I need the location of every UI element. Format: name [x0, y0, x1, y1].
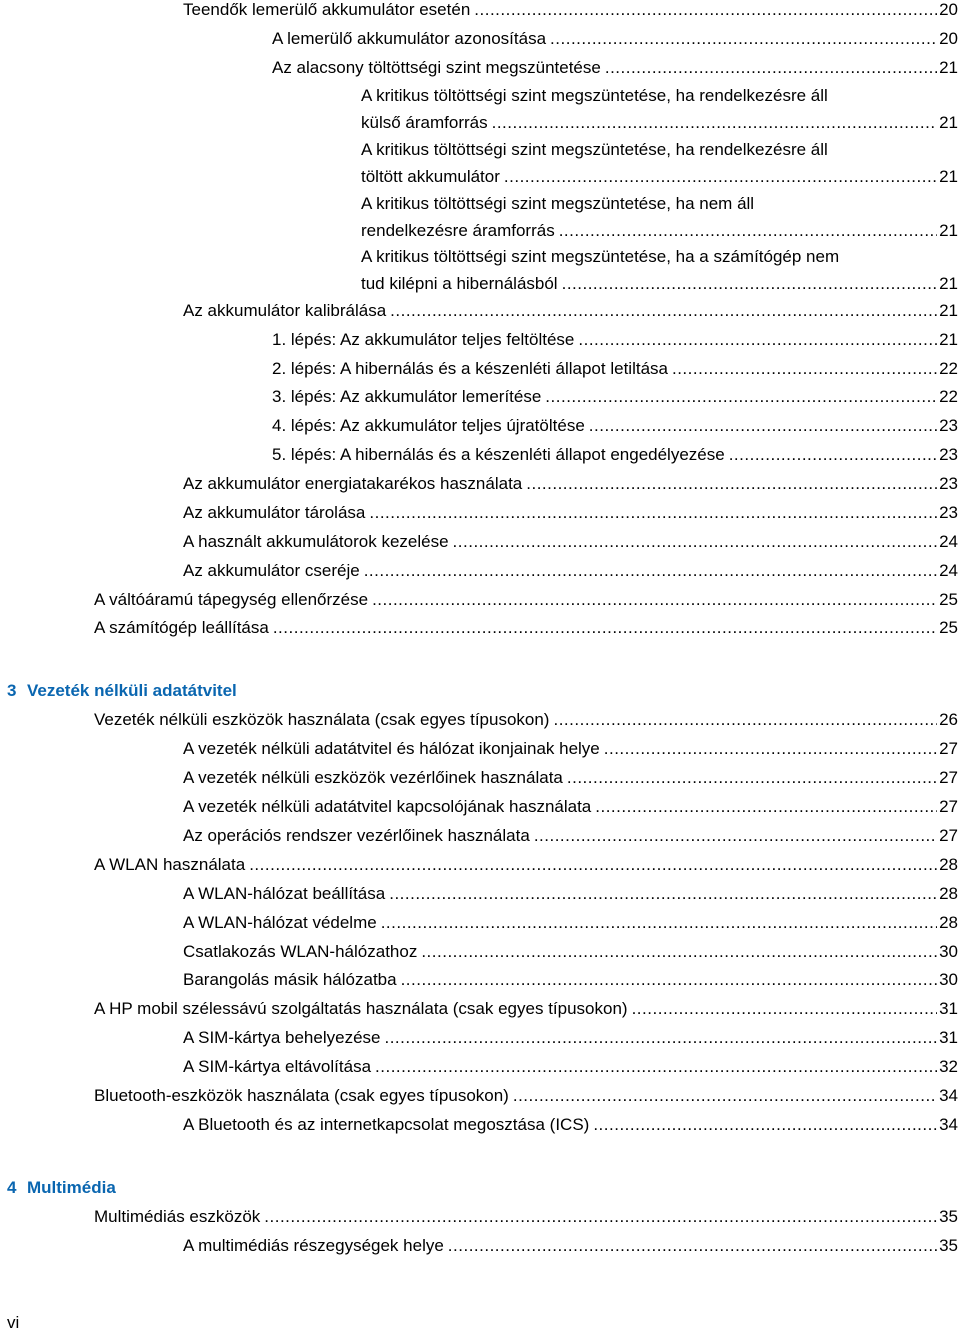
dot-leader — [589, 415, 937, 437]
dot-leader — [526, 473, 937, 495]
toc-entry-title-line: A kritikus töltöttségi szint megszüntetése, ha rendelkezésre áll — [361, 86, 828, 105]
toc-entry-title: A SIM-kártya eltávolítása — [183, 1057, 372, 1076]
toc-page-number: 24 — [939, 561, 958, 580]
toc-page-number: 27 — [939, 797, 958, 816]
dot-leader — [381, 912, 937, 934]
toc-entry[interactable] — [183, 969, 960, 991]
dot-leader — [453, 531, 938, 553]
toc-entry-title: rendelkezésre áramforrás — [361, 221, 555, 240]
toc-entry[interactable] — [183, 1056, 960, 1078]
toc-page-number: 21 — [939, 113, 958, 132]
toc-entry[interactable] — [94, 998, 960, 1020]
toc-page-number: 31 — [939, 999, 958, 1018]
toc-entry-title-line: A kritikus töltöttségi szint megszüntetése, ha rendelkezésre áll — [361, 140, 828, 159]
toc-page-number: 22 — [939, 359, 958, 378]
dot-leader — [249, 854, 937, 876]
toc-entry[interactable] — [361, 246, 960, 295]
toc-page-number: 24 — [939, 532, 958, 551]
dot-leader — [504, 166, 937, 188]
toc-entry[interactable] — [94, 709, 960, 731]
dot-leader — [513, 1085, 937, 1107]
dot-leader — [578, 329, 937, 351]
toc-entry[interactable] — [183, 825, 960, 847]
toc-entry-title: A használt akkumulátorok kezelése — [183, 532, 449, 551]
toc-entry-title: Az akkumulátor tárolása — [183, 503, 366, 522]
toc-entry-title: 5. lépés: A hibernálás és a készenléti állapot engedélyezése — [272, 445, 725, 464]
toc-page-number: 27 — [939, 739, 958, 758]
toc-page-number: 20 — [939, 0, 958, 19]
dot-leader — [632, 998, 938, 1020]
toc-entry[interactable] — [183, 1027, 960, 1049]
dot-leader — [421, 941, 937, 963]
toc-entry[interactable] — [272, 415, 960, 437]
toc-page-number: 21 — [939, 221, 958, 240]
toc-entry[interactable] — [183, 300, 960, 322]
chapter-title: Vezeték nélküli adatátvitel — [27, 681, 237, 700]
toc-page-number: 21 — [939, 301, 958, 320]
dot-leader — [595, 796, 937, 818]
toc-page-number: 22 — [939, 387, 958, 406]
toc-entry[interactable] — [183, 1235, 960, 1257]
toc-entry-title: 3. lépés: Az akkumulátor lemerítése — [272, 387, 542, 406]
toc-page-number: 27 — [939, 826, 958, 845]
toc-entry[interactable] — [272, 386, 960, 408]
toc-entry[interactable] — [183, 0, 960, 21]
toc-entry[interactable] — [183, 941, 960, 963]
dot-leader — [534, 825, 937, 847]
toc-entry-title: A WLAN-hálózat beállítása — [183, 884, 386, 903]
toc-entry-title: A WLAN-hálózat védelme — [183, 913, 377, 932]
toc-entry-title-line: A kritikus töltöttségi szint megszüntetése, ha nem áll — [361, 194, 755, 213]
toc-entry[interactable] — [183, 883, 960, 905]
toc-entry[interactable] — [94, 589, 960, 611]
toc-entry-title: A számítógép leállítása — [94, 618, 269, 637]
toc-entry-title: A vezeték nélküli adatátvitel és hálózat ikonjainak helye — [183, 739, 600, 758]
dot-leader — [562, 273, 937, 295]
toc-entry[interactable] — [361, 193, 960, 242]
dot-leader — [375, 1056, 937, 1078]
toc-entry-title: A váltóáramú tápegység ellenőrzése — [94, 590, 369, 609]
toc-page-number: 23 — [939, 416, 958, 435]
dot-leader — [550, 28, 937, 50]
toc-entry-title: Az akkumulátor cseréje — [183, 561, 360, 580]
toc-page-number: 28 — [939, 913, 958, 932]
toc-page-number: 25 — [939, 618, 958, 637]
toc-page-number: 21 — [939, 167, 958, 186]
toc-page-number: 34 — [939, 1115, 958, 1134]
toc-entry-title: A HP mobil szélessávú szolgáltatás használata (csak egyes típusokon) — [94, 999, 628, 1018]
toc-page-number: 31 — [939, 1028, 958, 1047]
toc-entry-title: tud kilépni a hibernálásból — [361, 274, 558, 293]
toc-entry-title: Csatlakozás WLAN-hálózathoz — [183, 942, 418, 961]
toc-entry[interactable] — [272, 57, 960, 79]
toc-entry-title: A WLAN használata — [94, 855, 246, 874]
toc-entry-title: Bluetooth-eszközök használata (csak egyes típusokon) — [94, 1086, 509, 1105]
dot-leader — [492, 112, 937, 134]
toc-entry-title: Az operációs rendszer vezérlőinek használata — [183, 826, 530, 845]
toc-entry-title: A multimédiás részegységek helye — [183, 1236, 444, 1255]
dot-leader — [364, 560, 937, 582]
toc-page-number: 30 — [939, 942, 958, 961]
dot-leader — [401, 969, 938, 991]
toc-page-number: 35 — [939, 1207, 958, 1226]
toc-page-number: 35 — [939, 1236, 958, 1255]
toc-entry-title: A vezeték nélküli eszközök vezérlőinek használata — [183, 768, 563, 787]
dot-leader — [545, 386, 937, 408]
toc-entry-title-line: A kritikus töltöttségi szint megszüntetése, ha a számítógép nem — [361, 247, 840, 266]
dot-leader — [553, 709, 937, 731]
toc-entry-title: Teendők lemerülő akkumulátor esetén — [183, 0, 471, 19]
toc-entry-title: 1. lépés: Az akkumulátor teljes feltöltése — [272, 330, 575, 349]
dot-leader — [384, 1027, 937, 1049]
toc-page-number: 25 — [939, 590, 958, 609]
toc-entry-title: külső áramforrás — [361, 113, 488, 132]
dot-leader — [369, 502, 937, 524]
toc-entry-title: Multimédiás eszközök — [94, 1207, 261, 1226]
chapter-number: 3 — [7, 681, 17, 700]
page-number-footer: vi — [7, 1313, 20, 1332]
toc-entry-title: Barangolás másik hálózatba — [183, 970, 397, 989]
dot-leader — [389, 883, 937, 905]
toc-page-number: 21 — [939, 274, 958, 293]
toc-entry[interactable] — [183, 738, 960, 760]
toc-entry-title: 4. lépés: Az akkumulátor teljes újratöltése — [272, 416, 585, 435]
toc-entry[interactable] — [183, 531, 960, 553]
dot-leader — [672, 358, 937, 380]
toc-page-number: 23 — [939, 474, 958, 493]
toc-page-number: 34 — [939, 1086, 958, 1105]
toc-entry-title: töltött akkumulátor — [361, 167, 500, 186]
toc-entry-title: Az akkumulátor energiatakarékos használata — [183, 474, 523, 493]
toc-entry[interactable] — [94, 617, 960, 639]
dot-leader — [729, 444, 937, 466]
toc-page-number: 27 — [939, 768, 958, 787]
dot-leader — [273, 617, 937, 639]
toc-page-number: 23 — [939, 445, 958, 464]
dot-leader — [567, 767, 937, 789]
toc-page-number: 20 — [939, 29, 958, 48]
toc-page-number: 30 — [939, 970, 958, 989]
dot-leader — [264, 1206, 937, 1228]
toc-page-number: 23 — [939, 503, 958, 522]
toc-entry[interactable] — [94, 1085, 960, 1107]
toc-page-number: 21 — [939, 330, 958, 349]
toc-page-number: 26 — [939, 710, 958, 729]
toc-entry[interactable] — [361, 85, 960, 134]
toc-entry[interactable] — [94, 854, 960, 876]
toc-entry[interactable] — [272, 358, 960, 380]
toc-entry-title: A Bluetooth és az internetkapcsolat megosztása (ICS) — [183, 1115, 590, 1134]
toc-entry[interactable] — [183, 796, 960, 818]
toc-entry-title: 2. lépés: A hibernálás és a készenléti állapot letiltása — [272, 359, 668, 378]
toc-entry-title: A vezeték nélküli adatátvitel kapcsolójának használata — [183, 797, 592, 816]
toc-page-number: 28 — [939, 855, 958, 874]
toc-page-number: 21 — [939, 58, 958, 77]
dot-leader — [559, 220, 937, 242]
chapter-heading-4[interactable] — [7, 1177, 116, 1199]
chapter-number: 4 — [7, 1178, 17, 1197]
dot-leader — [605, 57, 937, 79]
toc-entry[interactable] — [183, 767, 960, 789]
toc-entry[interactable] — [272, 444, 960, 466]
toc-entry-title: Az akkumulátor kalibrálása — [183, 301, 387, 320]
toc-entry[interactable] — [183, 560, 960, 582]
dot-leader — [593, 1114, 937, 1136]
toc-entry[interactable] — [183, 473, 960, 495]
toc-entry[interactable] — [272, 329, 960, 351]
toc-entry[interactable] — [272, 28, 960, 50]
dot-leader — [448, 1235, 937, 1257]
toc-entry-title: Az alacsony töltöttségi szint megszüntetése — [272, 58, 601, 77]
dot-leader — [604, 738, 937, 760]
toc-entry[interactable] — [94, 1206, 960, 1228]
toc-entry[interactable] — [183, 1114, 960, 1136]
toc-entry[interactable] — [183, 912, 960, 934]
dot-leader — [474, 0, 937, 21]
chapter-heading-3[interactable] — [7, 680, 237, 702]
dot-leader — [390, 300, 937, 322]
toc-page-number: 32 — [939, 1057, 958, 1076]
toc-entry-title: A lemerülő akkumulátor azonosítása — [272, 29, 547, 48]
toc-entry[interactable] — [183, 502, 960, 524]
toc-entry-title: A SIM-kártya behelyezése — [183, 1028, 381, 1047]
toc-entry-title: Vezeték nélküli eszközök használata (csak egyes típusokon) — [94, 710, 550, 729]
chapter-title: Multimédia — [27, 1178, 116, 1197]
toc-entry[interactable] — [361, 139, 960, 188]
toc-page-number: 28 — [939, 884, 958, 903]
dot-leader — [372, 589, 937, 611]
